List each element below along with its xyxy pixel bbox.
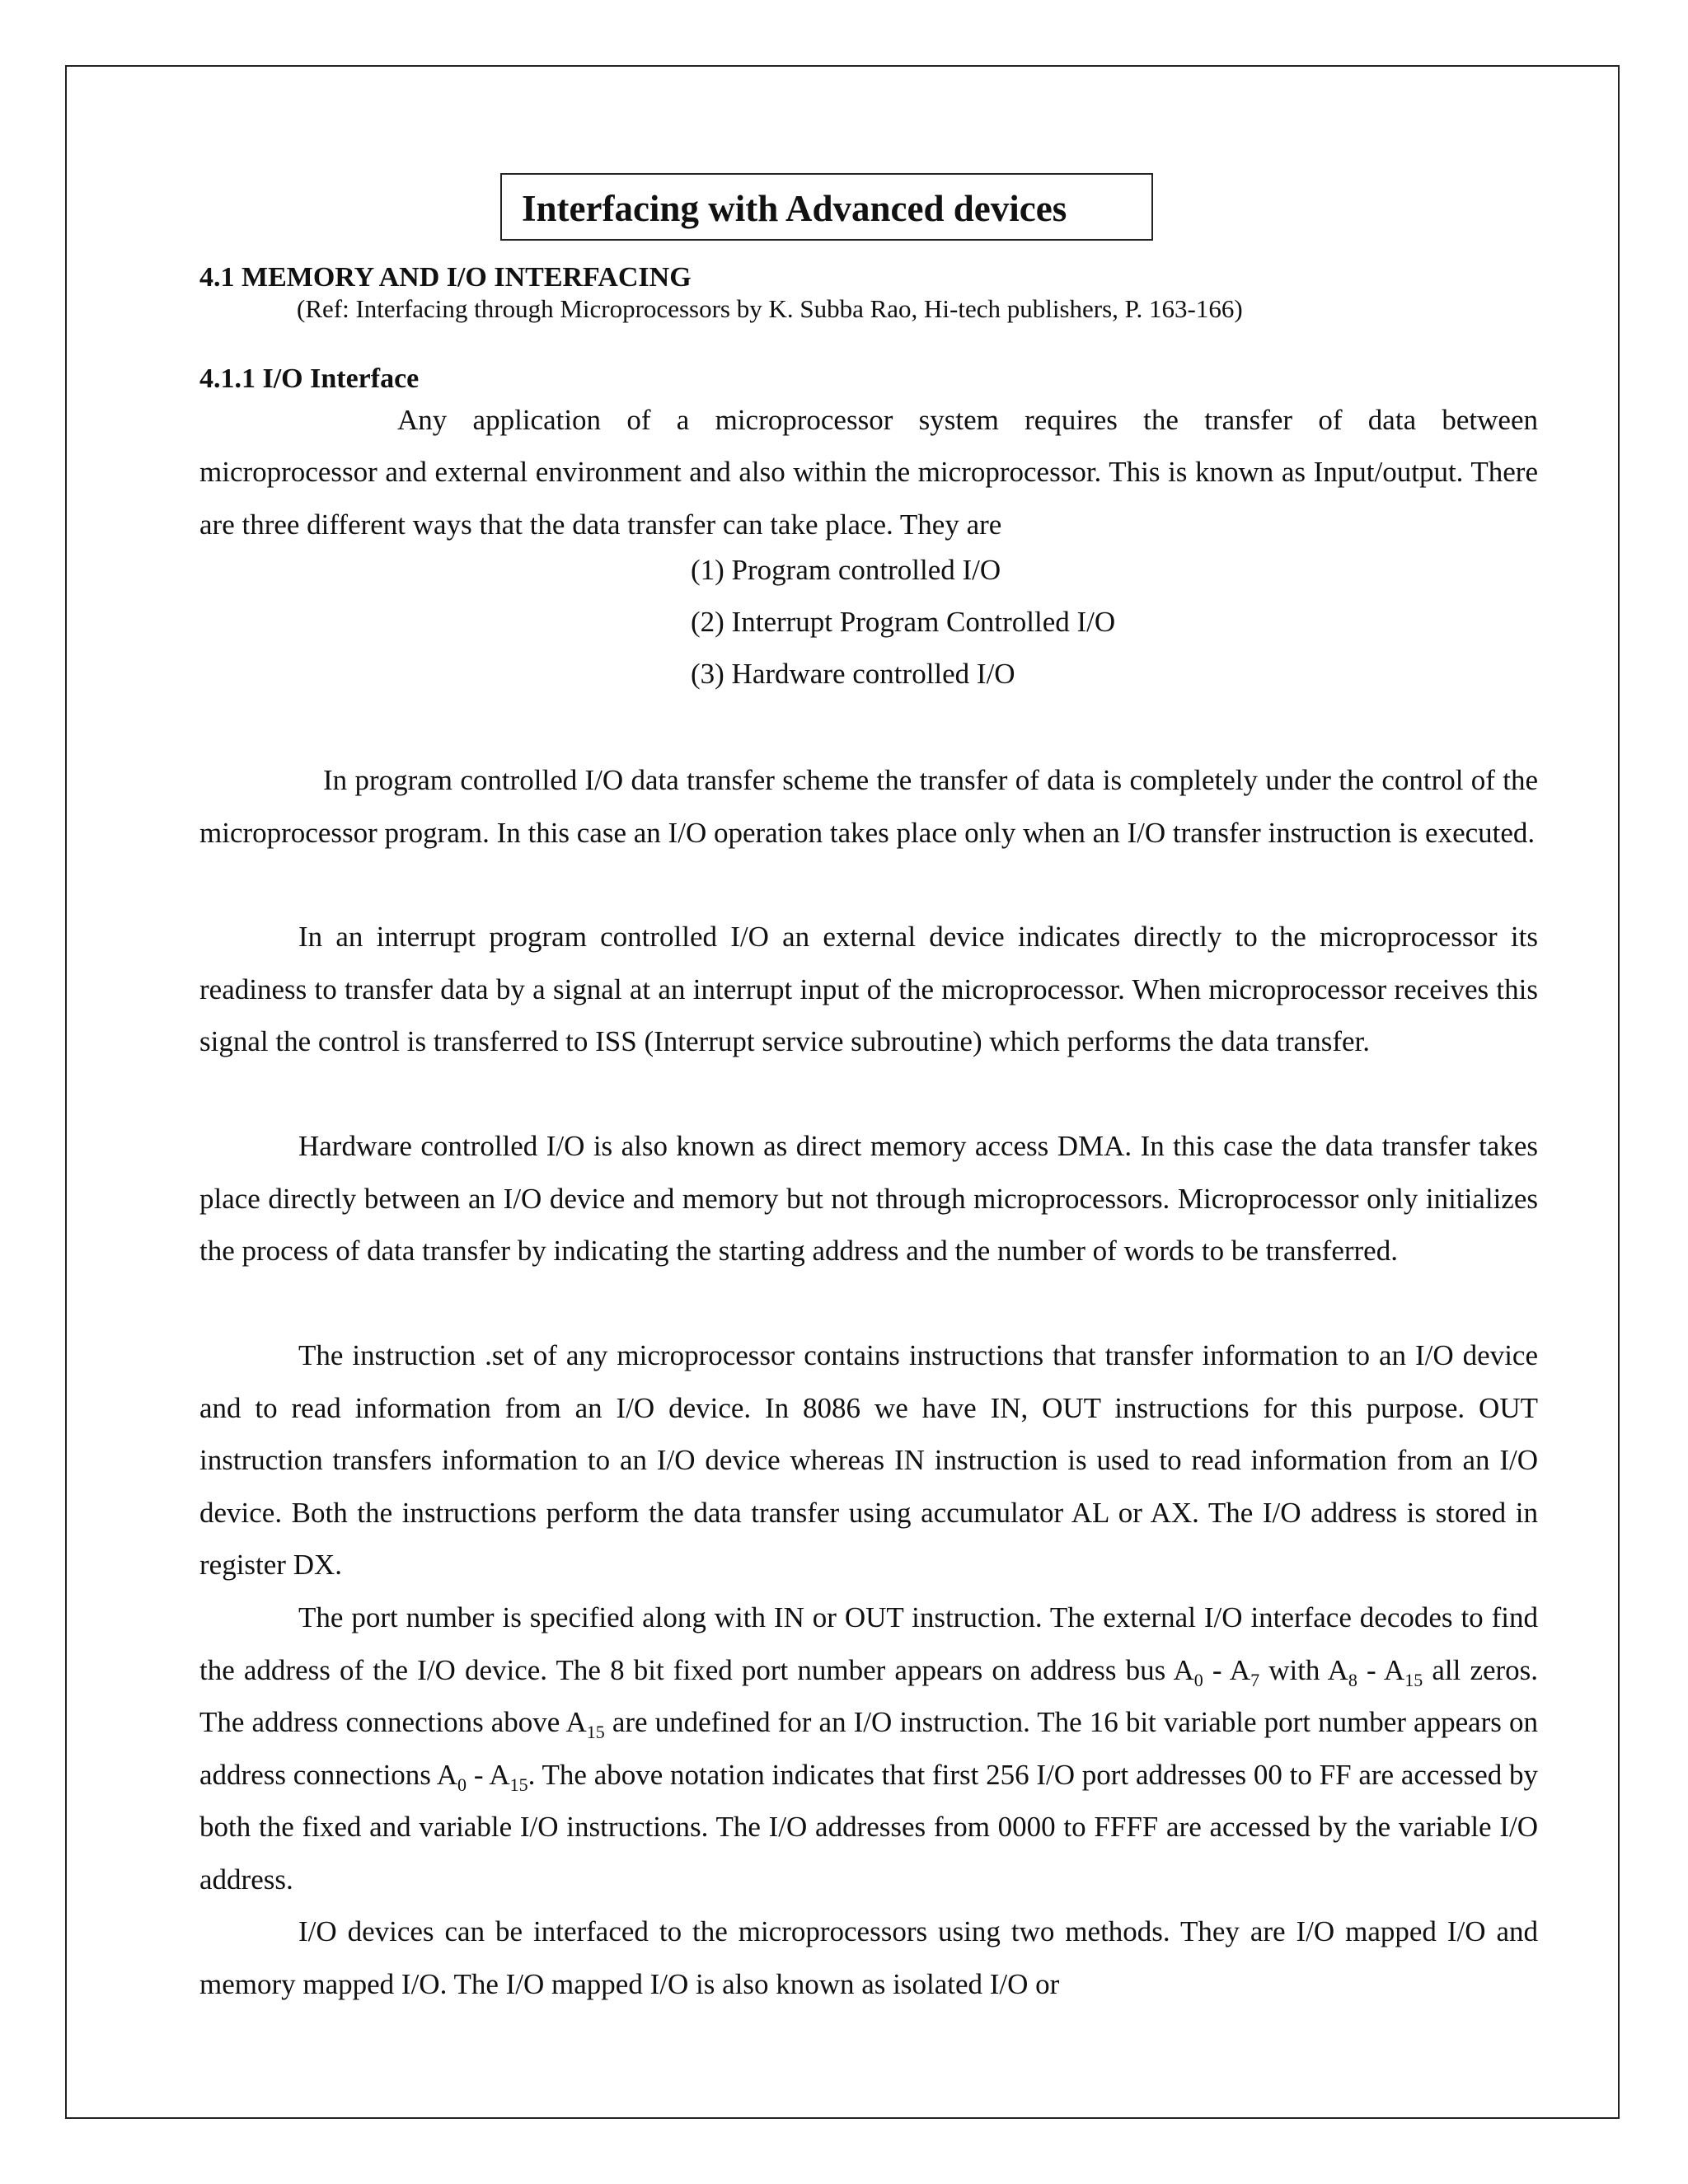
interfacing-methods-paragraph: I/O devices can be interfaced to the microprocessors using two methods. They are I/O mapped I/O and memory mapped I/O. The I/O mapped I/O is also known as isolated I/O or bbox=[199, 1915, 1538, 2000]
list-item: (2) Interrupt Program Controlled I/O bbox=[691, 606, 1116, 638]
list-item: (1) Program controlled I/O bbox=[691, 554, 1001, 586]
port-number-paragraph bbox=[199, 1591, 1538, 1905]
page-title: Interfacing with Advanced devices bbox=[522, 188, 1067, 229]
subscript: 15 bbox=[509, 1774, 528, 1795]
reference-line: (Ref: Interfacing through Microprocessors by K. Subba Rao, Hi-tech publishers, P. 163-166) bbox=[297, 294, 1243, 323]
title-box bbox=[500, 173, 1153, 241]
port-text-2: - A bbox=[1203, 1653, 1251, 1686]
interrupt-controlled-paragraph: In an interrupt program controlled I/O an external device indicates directly to the microprocessor its readiness to transfer data by a signal at an interrupt input of the microprocessor. When microprocessor receives this signal the control is transferred to ISS (Interrupt service subroutine) which performs the data transfer. bbox=[199, 921, 1538, 1057]
port-text-8: . The above notation indicates that first 256 I/O port addresses 00 to FF are accessed by both the fixed and variable I/O instructions. The I/O addresses from 0000 to FFFF are accessed by the variable I/O address. bbox=[199, 1758, 1539, 1896]
port-text-7: - A bbox=[467, 1758, 510, 1791]
port-text-5: all zeros. The address connections above A bbox=[199, 1653, 1539, 1738]
subsection-heading: 4.1.1 I/O Interface bbox=[199, 363, 420, 394]
section-heading: 4.1 MEMORY AND I/O INTERFACING bbox=[199, 262, 692, 293]
intro-paragraph: microprocessor and external environment and also within the microprocessor. This is known as Input/output. There are three different ways that the data transfer can take place. They are bbox=[199, 456, 1538, 541]
program-controlled-paragraph: In program controlled I/O data transfer scheme the transfer of data is completely under the control of the microprocessor program. In this case an I/O operation takes place only when an I/O transfer instruction is executed. bbox=[199, 764, 1538, 849]
intro-first-line: Any application of a microprocessor system requires the transfer of data between bbox=[397, 404, 1538, 436]
instruction-set-paragraph: The instruction .set of any microprocessor contains instructions that transfer information to an I/O device and to read information from an I/O device. In 8086 we have IN, OUT instructions for this purpose. OUT instruction transfers information to an I/O device whereas IN instruction is used to read information from an I/O device. Both the instructions perform the data transfer using accumulator AL or AX. The I/O address is stored in register DX. bbox=[199, 1339, 1538, 1581]
transfer-methods-list bbox=[691, 544, 1115, 700]
subscript: 7 bbox=[1250, 1669, 1260, 1690]
subscript: 0 bbox=[457, 1774, 467, 1795]
subscript: 15 bbox=[586, 1722, 605, 1742]
subscript: 0 bbox=[1193, 1669, 1203, 1690]
port-text-6: are undefined for an I/O instruction. The 16 bit variable port number appears on address connections A bbox=[199, 1706, 1539, 1791]
port-text-3: with A bbox=[1259, 1653, 1348, 1686]
subscript: 8 bbox=[1348, 1669, 1357, 1690]
port-text-1: The port number is specified along with IN or OUT instruction. The external I/O interface decodes to find the address of the I/O device. The 8 bit fixed port number appears on address bus A bbox=[199, 1601, 1538, 1686]
hardware-controlled-paragraph: Hardware controlled I/O is also known as direct memory access DMA. In this case the data transfer takes place directly between an I/O device and memory but not through microprocessors. Microprocessor only initializes the process of data transfer by indicating the starting address and the number of words to be transferred. bbox=[199, 1130, 1538, 1267]
port-text-4: - A bbox=[1357, 1653, 1405, 1686]
subscript: 15 bbox=[1404, 1669, 1423, 1690]
list-item: (3) Hardware controlled I/O bbox=[691, 658, 1015, 690]
